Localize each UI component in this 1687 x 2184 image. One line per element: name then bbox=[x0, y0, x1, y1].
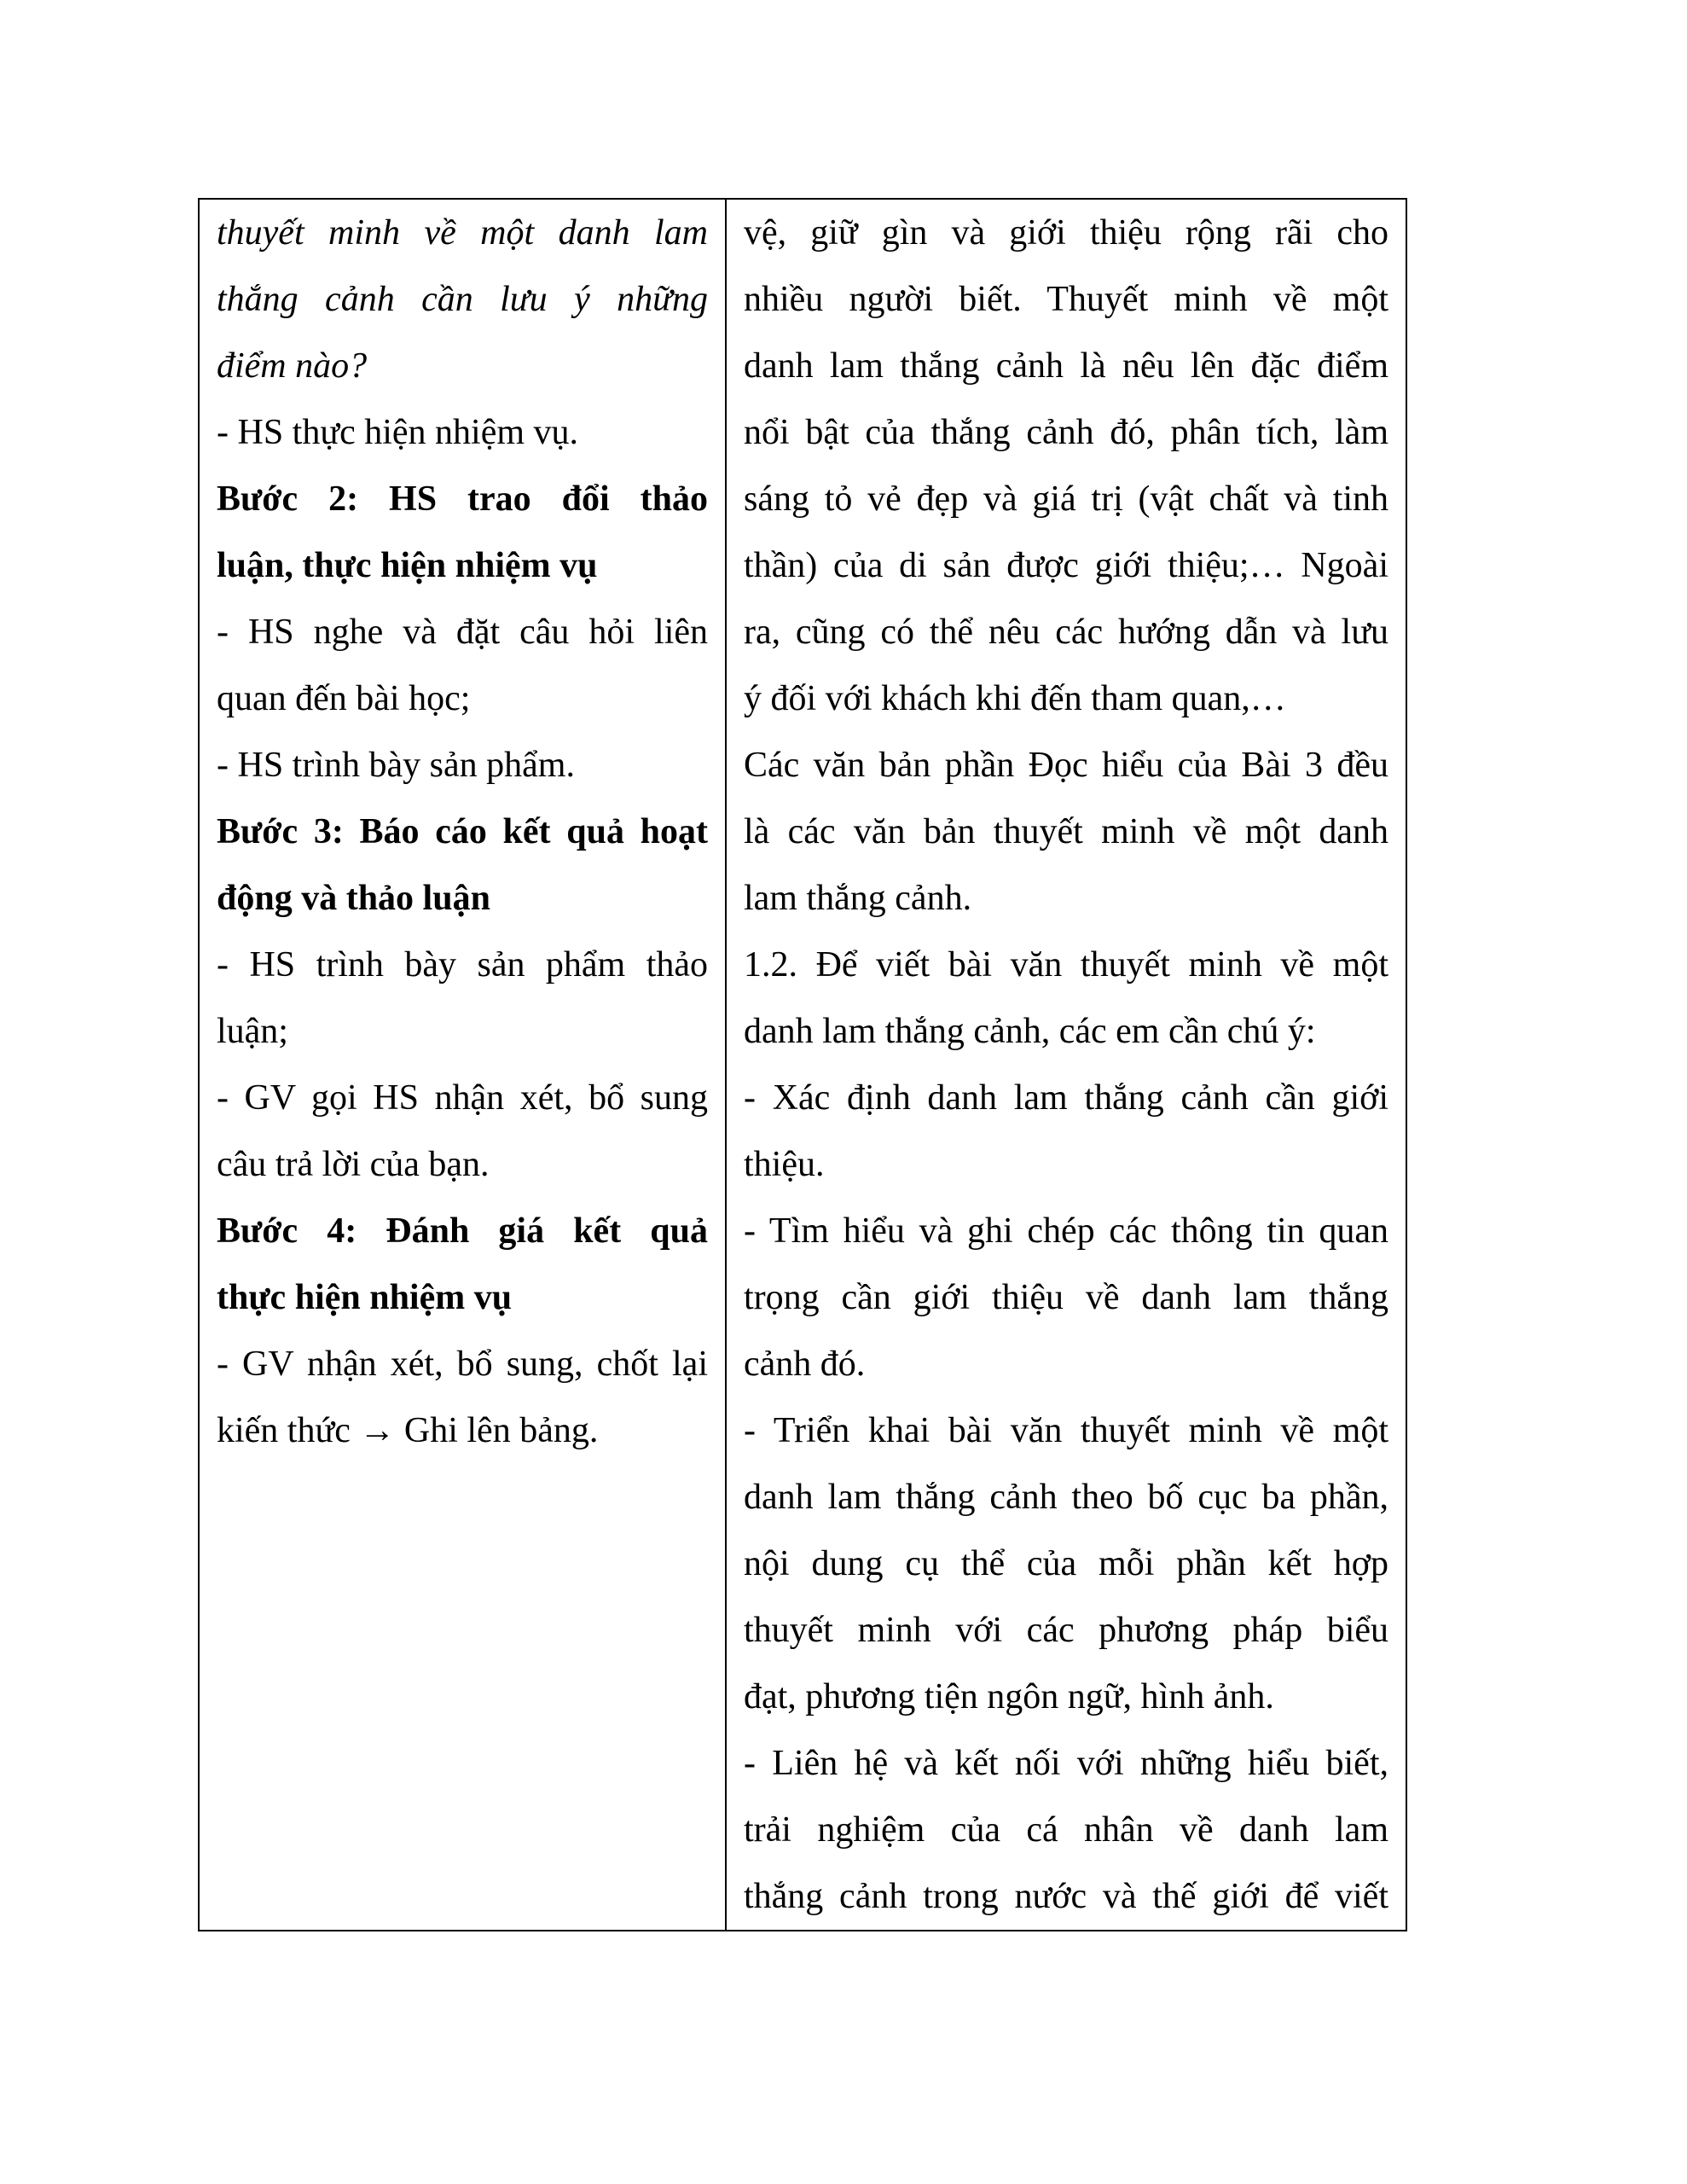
text-line: trọng cần giới thiệu về danh lam thắng bbox=[744, 1278, 1388, 1317]
text-line: - Liên hệ và kết nối với những hiểu biết, bbox=[744, 1744, 1388, 1783]
text-line: câu trả lời của bạn. bbox=[217, 1145, 490, 1184]
text-line: kiến thức → Ghi lên bảng. bbox=[217, 1411, 599, 1450]
text-line: - GV nhận xét, bổ sung, chốt lại bbox=[217, 1345, 708, 1384]
text-line: - HS thực hiện nhiệm vụ. bbox=[217, 413, 579, 452]
text-line: thực hiện nhiệm vụ bbox=[217, 1278, 513, 1317]
text-line: cảnh đó. bbox=[744, 1345, 866, 1384]
text-line: quan đến bài học; bbox=[217, 679, 471, 718]
text-line: thắng cảnh trong nước và thế giới để viết bbox=[744, 1877, 1388, 1916]
text-line: là các văn bản thuyết minh về một danh bbox=[744, 812, 1388, 851]
text-line: lam thắng cảnh. bbox=[744, 879, 972, 918]
activity-steps-cell bbox=[199, 199, 726, 1931]
content-text bbox=[744, 200, 1388, 1930]
activity-steps-text bbox=[217, 200, 708, 1464]
text-line: Bước 4: Đánh giá kết quả bbox=[217, 1211, 708, 1251]
text-line: ý đối với khách khi đến tham quan,… bbox=[744, 679, 1286, 718]
text-line: thiệu. bbox=[744, 1145, 825, 1184]
text-line: danh lam thắng cảnh theo bố cục ba phần, bbox=[744, 1478, 1388, 1517]
text-line: Các văn bản phần Đọc hiểu của Bài 3 đều bbox=[744, 746, 1388, 785]
text-line: 1.2. Để viết bài văn thuyết minh về một bbox=[744, 945, 1388, 985]
text-line: luận; bbox=[217, 1012, 288, 1051]
text-line: điểm nào? bbox=[217, 346, 368, 386]
text-line: luận, thực hiện nhiệm vụ bbox=[217, 546, 598, 585]
lesson-plan-table bbox=[198, 198, 1407, 1931]
text-line: nhiều người biết. Thuyết minh về một bbox=[744, 280, 1388, 319]
text-line: động và thảo luận bbox=[217, 879, 490, 918]
text-line: trải nghiệm của cá nhân về danh lam bbox=[744, 1810, 1388, 1850]
text-line: - HS trình bày sản phẩm. bbox=[217, 746, 575, 785]
text-line: Bước 2: HS trao đổi thảo bbox=[217, 479, 708, 519]
text-line: đạt, phương tiện ngôn ngữ, hình ảnh. bbox=[744, 1677, 1274, 1716]
text-line: thần) của di sản được giới thiệu;… Ngoài bbox=[744, 546, 1388, 585]
text-line: Bước 3: Báo cáo kết quả hoạt bbox=[217, 812, 708, 851]
text-line: thắng cảnh cần lưu ý những bbox=[217, 280, 708, 319]
text-line: - Triển khai bài văn thuyết minh về một bbox=[744, 1411, 1388, 1450]
text-line: thuyết minh về một danh lam bbox=[217, 213, 708, 253]
text-line: nội dung cụ thể của mỗi phần kết hợp bbox=[744, 1544, 1388, 1583]
text-line: - HS nghe và đặt câu hỏi liên bbox=[217, 613, 708, 652]
text-line: - Xác định danh lam thắng cảnh cần giới bbox=[744, 1078, 1388, 1118]
text-line: danh lam thắng cảnh, các em cần chú ý: bbox=[744, 1012, 1316, 1051]
text-line: - GV gọi HS nhận xét, bổ sung bbox=[217, 1078, 708, 1118]
text-line: sáng tỏ vẻ đẹp và giá trị (vật chất và tinh bbox=[744, 479, 1388, 519]
text-line: nổi bật của thắng cảnh đó, phân tích, làm bbox=[744, 413, 1388, 452]
text-line: - HS trình bày sản phẩm thảo bbox=[217, 945, 708, 985]
text-line: - Tìm hiểu và ghi chép các thông tin quan bbox=[744, 1211, 1388, 1251]
text-line: danh lam thắng cảnh là nêu lên đặc điểm bbox=[744, 346, 1388, 386]
text-line: vệ, giữ gìn và giới thiệu rộng rãi cho bbox=[744, 213, 1388, 253]
content-cell bbox=[726, 199, 1406, 1931]
text-line: ra, cũng có thể nêu các hướng dẫn và lưu bbox=[744, 613, 1388, 652]
table-row bbox=[199, 199, 1406, 1931]
text-line: thuyết minh với các phương pháp biểu bbox=[744, 1611, 1388, 1650]
